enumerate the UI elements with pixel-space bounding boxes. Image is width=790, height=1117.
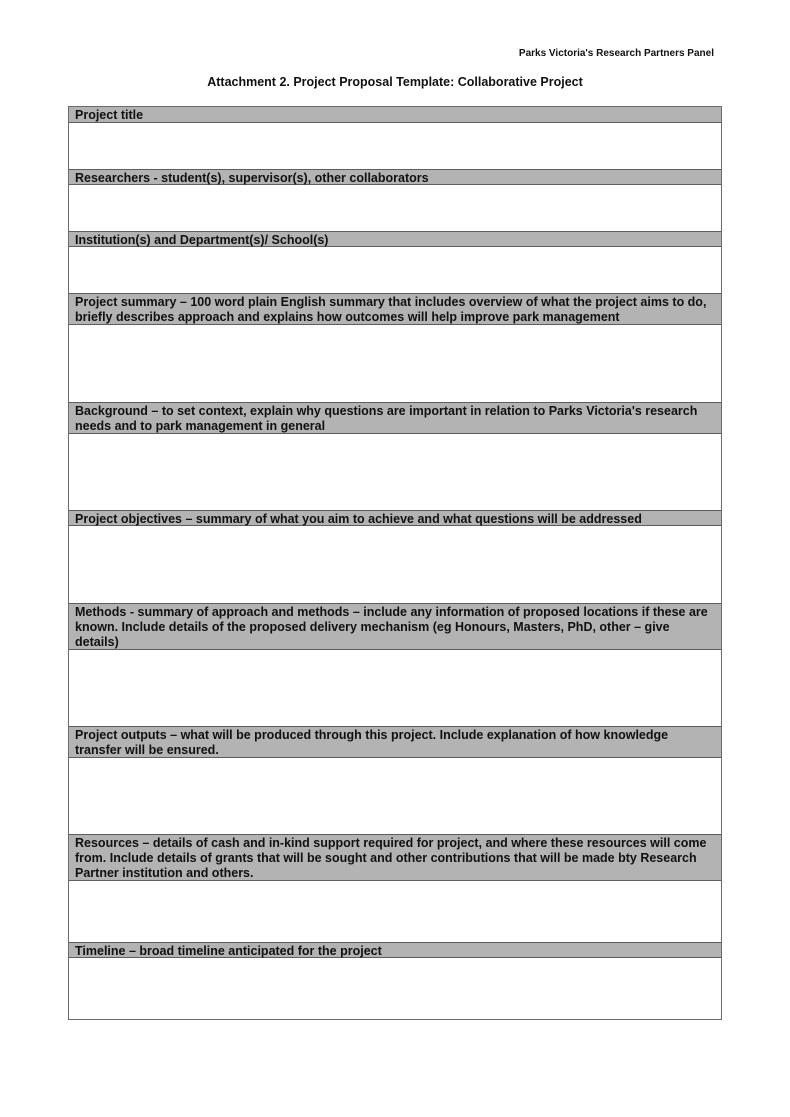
field-project-summary[interactable] — [69, 325, 721, 402]
section-header-researchers: Researchers - student(s), supervisor(s), other collaborators — [69, 169, 721, 185]
proposal-form-table — [68, 106, 722, 1020]
field-background[interactable] — [69, 434, 721, 510]
section-project-title — [69, 107, 721, 169]
section-header-project-summary: Project summary – 100 word plain English summary that includes overview of what the project aims to do, briefly describes approach and explains how outcomes will help improve park management — [69, 293, 721, 325]
section-institutions — [69, 231, 721, 293]
section-header-background: Background – to set context, explain why questions are important in relation to Parks Victoria's research needs and to park management in general — [69, 402, 721, 434]
section-header-timeline: Timeline – broad timeline anticipated for the project — [69, 942, 721, 958]
section-project-summary — [69, 293, 721, 402]
section-methods — [69, 603, 721, 726]
section-resources — [69, 834, 721, 942]
field-timeline[interactable] — [69, 958, 721, 1019]
field-project-title[interactable] — [69, 123, 721, 169]
section-timeline — [69, 942, 721, 1019]
section-header-institutions: Institution(s) and Department(s)/ School(s) — [69, 231, 721, 247]
section-researchers — [69, 169, 721, 231]
section-header-methods: Methods - summary of approach and methods – include any information of proposed locations if these are known. Include details of the proposed delivery mechanism (eg Honours, Masters, PhD, other – give details) — [69, 603, 721, 650]
document-title: Attachment 2. Project Proposal Template: Collaborative Project — [207, 75, 583, 89]
field-researchers[interactable] — [69, 185, 721, 231]
section-project-objectives — [69, 510, 721, 603]
field-institutions[interactable] — [69, 247, 721, 293]
section-header-project-title: Project title — [69, 107, 721, 123]
section-header-resources: Resources – details of cash and in-kind support required for project, and where these resources will come from. Include details of grants that will be sought and other contributions that will be made bty Research Partner institution and others. — [69, 834, 721, 881]
section-background — [69, 402, 721, 510]
section-header-project-objectives: Project objectives – summary of what you aim to achieve and what questions will be addressed — [69, 510, 721, 526]
section-header-project-outputs: Project outputs – what will be produced through this project. Include explanation of how knowledge transfer will be ensured. — [69, 726, 721, 758]
section-project-outputs — [69, 726, 721, 834]
field-methods[interactable] — [69, 650, 721, 726]
field-project-outputs[interactable] — [69, 758, 721, 834]
running-header: Parks Victoria's Research Partners Panel — [518, 48, 714, 59]
field-project-objectives[interactable] — [69, 526, 721, 603]
field-resources[interactable] — [69, 881, 721, 942]
